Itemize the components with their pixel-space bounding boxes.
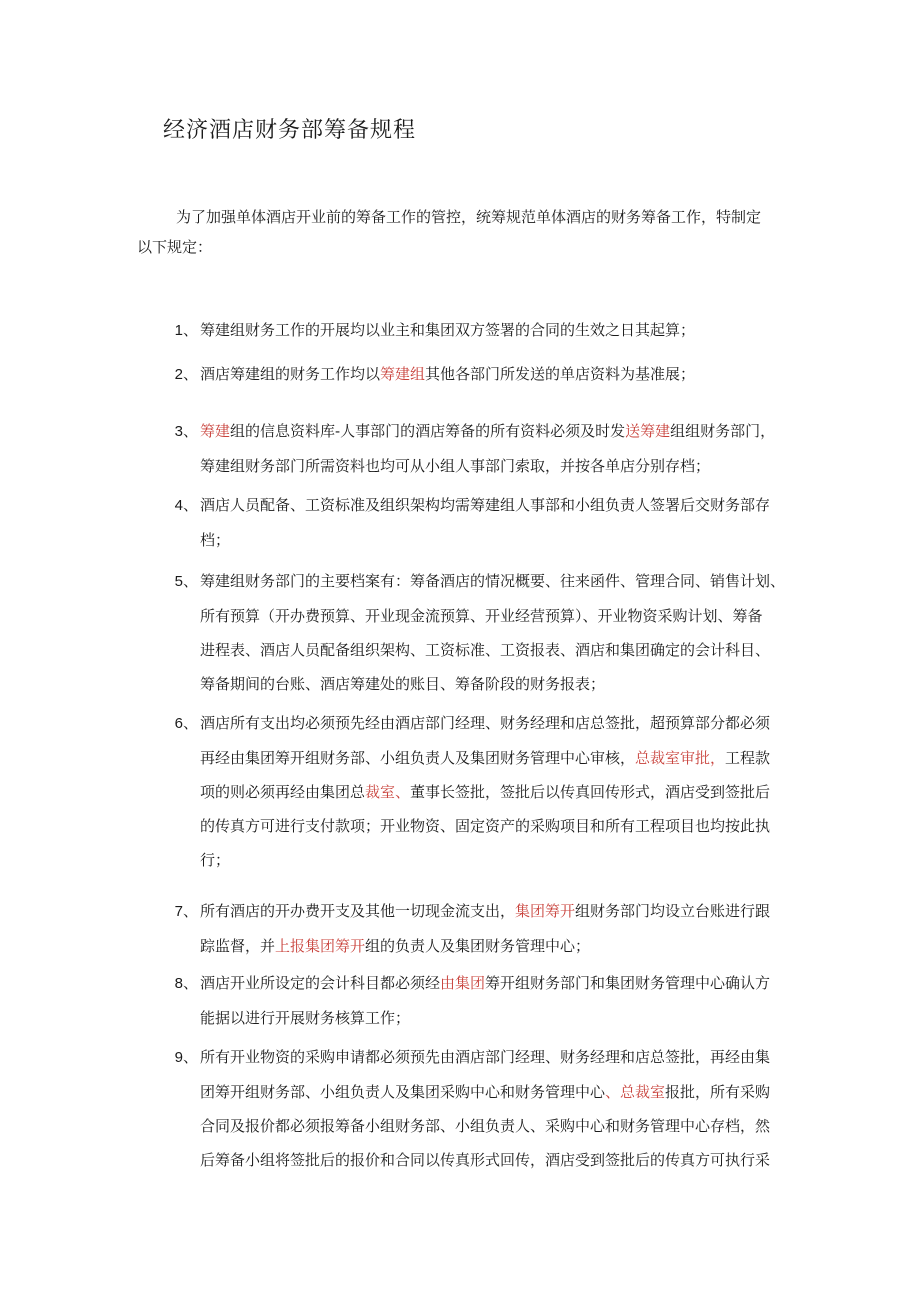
highlighted-text: 总裁室审批， [635, 749, 726, 767]
rule-text: 进程表、酒店人员配备组织架构、工资标准、工资报表、酒店和集团确定的会计科目、 [200, 641, 771, 659]
rule-text: 所有酒店的开办费开支及其他一切现金流支出， [200, 902, 516, 920]
rule-number: 8、 [174, 975, 198, 992]
rule-number: 2、 [174, 366, 198, 383]
rule-text: 项的则必须再经由集团总 [200, 783, 366, 801]
rule-number: 3、 [174, 423, 198, 440]
rule-text: 组财务部门均设立台账进行跟 [575, 902, 771, 920]
rule-text: 所有预算（开办费预算、开业现金流预算、开业经营预算）、开业物资采购计划、筹备 [200, 607, 763, 625]
intro-line: 为了加强单体酒店开业前的筹备工作的管控，统筹规范单体酒店的财务筹备工作，特制定 [176, 208, 762, 226]
rule-item-2 [168, 357, 808, 392]
rule-line [168, 357, 808, 392]
highlighted-text: 、总裁室 [605, 1083, 666, 1101]
rule-line [168, 313, 808, 348]
highlighted-text: 送筹建 [625, 422, 671, 440]
rule-item-1 [168, 313, 808, 348]
rule-text: 组组财务部门， [670, 422, 776, 440]
rule-line [168, 667, 808, 701]
rule-line [168, 1109, 808, 1143]
rule-line [168, 488, 808, 523]
rule-item-8 [168, 966, 808, 1035]
rule-number: 5、 [174, 573, 198, 590]
rule-text: 后筹备小组将签批后的报价和合同以传真形式回传，酒店受到签批后的传真方可执行采 [200, 1151, 771, 1169]
rule-line [168, 633, 808, 667]
rule-line [168, 894, 808, 929]
rule-line [168, 966, 808, 1001]
rule-line [168, 1143, 808, 1177]
rule-text: 筹建组财务部门的主要档案有：筹备酒店的情况概要、往来函件、管理合同、销售计划、 [200, 572, 786, 590]
rule-text: 工程款 [725, 749, 771, 767]
rule-text: 酒店人员配备、工资标准及组织架构均需筹建组人事部和小组负责人签署后交财务部存 [200, 496, 771, 514]
rule-number: 7、 [174, 903, 198, 920]
rule-item-9 [168, 1040, 808, 1177]
rule-text: 酒店所有支出均必须预先经由酒店部门经理、财务经理和店总签批，超预算部分都必须 [200, 714, 771, 732]
intro-line: 以下规定： [137, 238, 213, 256]
rule-line [168, 775, 808, 809]
highlighted-text: 上报集团筹开 [275, 937, 366, 955]
rule-line [168, 523, 808, 557]
highlighted-text: 由集团 [440, 974, 486, 992]
rule-text: 行； [200, 851, 231, 869]
rule-number: 9、 [174, 1049, 198, 1066]
rule-text: 踪监督，并 [200, 937, 276, 955]
rule-line [168, 599, 808, 633]
rule-text: 酒店筹建组的财务工作均以 [200, 365, 381, 383]
rule-text: 筹开组财务部门和集团财务管理中心确认方 [485, 974, 771, 992]
rule-text: 筹备期间的台账、酒店筹建处的账目、筹备阶段的财务报表； [200, 675, 606, 693]
highlighted-text: 集团筹开 [515, 902, 576, 920]
rule-line [168, 449, 808, 483]
rule-text: 档； [200, 531, 231, 549]
intro-paragraph [137, 202, 797, 262]
rule-line [168, 843, 808, 877]
highlighted-text: 筹建组 [380, 365, 426, 383]
rule-text: 报批，所有采购 [665, 1083, 771, 1101]
rule-line [168, 414, 808, 449]
rule-line [168, 809, 808, 843]
rule-text: 团筹开组财务部、小组负责人及集团采购中心和财务管理中心 [200, 1083, 606, 1101]
rule-text: 筹建组财务工作的开展均以业主和集团双方签署的合同的生效之日其起算； [200, 321, 696, 339]
document-title: 经济酒店财务部筹备规程 [163, 118, 417, 143]
rule-text: 能据以进行开展财务核算工作； [200, 1009, 411, 1027]
rule-item-3 [168, 414, 808, 483]
highlighted-text: 裁室、 [365, 783, 411, 801]
rule-text: 组的负责人及集团财务管理中心； [365, 937, 591, 955]
rule-line [168, 564, 808, 599]
rule-line [168, 929, 808, 963]
rule-number: 4、 [174, 497, 198, 514]
rule-line [168, 741, 808, 775]
highlighted-text: 筹建 [200, 422, 231, 440]
rule-text: 组的信息资料库-人事部门的酒店筹备的所有资料必须及时发 [230, 422, 626, 440]
rule-text: 所有开业物资的采购申请都必须预先由酒店部门经理、财务经理和店总签批，再经由集 [200, 1048, 771, 1066]
rule-line [168, 1075, 808, 1109]
rule-item-5 [168, 564, 808, 701]
rule-text: 酒店开业所设定的会计科目都必须经 [200, 974, 441, 992]
rule-text: 筹建组财务部门所需资料也均可从小组人事部门索取，并按各单店分别存档； [200, 457, 711, 475]
rule-line [168, 706, 808, 741]
rule-line [168, 1040, 808, 1075]
rule-text: 合同及报价都必须报筹备小组财务部、小组负责人、采购中心和财务管理中心存档，然 [200, 1117, 771, 1135]
rule-item-6 [168, 706, 808, 877]
rule-line [168, 1001, 808, 1035]
rule-text: 其他各部门所发送的单店资料为基准展； [425, 365, 696, 383]
rule-number: 1、 [174, 322, 198, 339]
rule-item-4 [168, 488, 808, 557]
rule-text: 董事长签批，签批后以传真回传形式，酒店受到签批后 [410, 783, 771, 801]
rule-item-7 [168, 894, 808, 963]
rule-text: 的传真方可进行支付款项；开业物资、固定资产的采购项目和所有工程项目也均按此执 [200, 817, 771, 835]
rule-number: 6、 [174, 715, 198, 732]
rule-text: 再经由集团筹开组财务部、小组负责人及集团财务管理中心审核， [200, 749, 636, 767]
